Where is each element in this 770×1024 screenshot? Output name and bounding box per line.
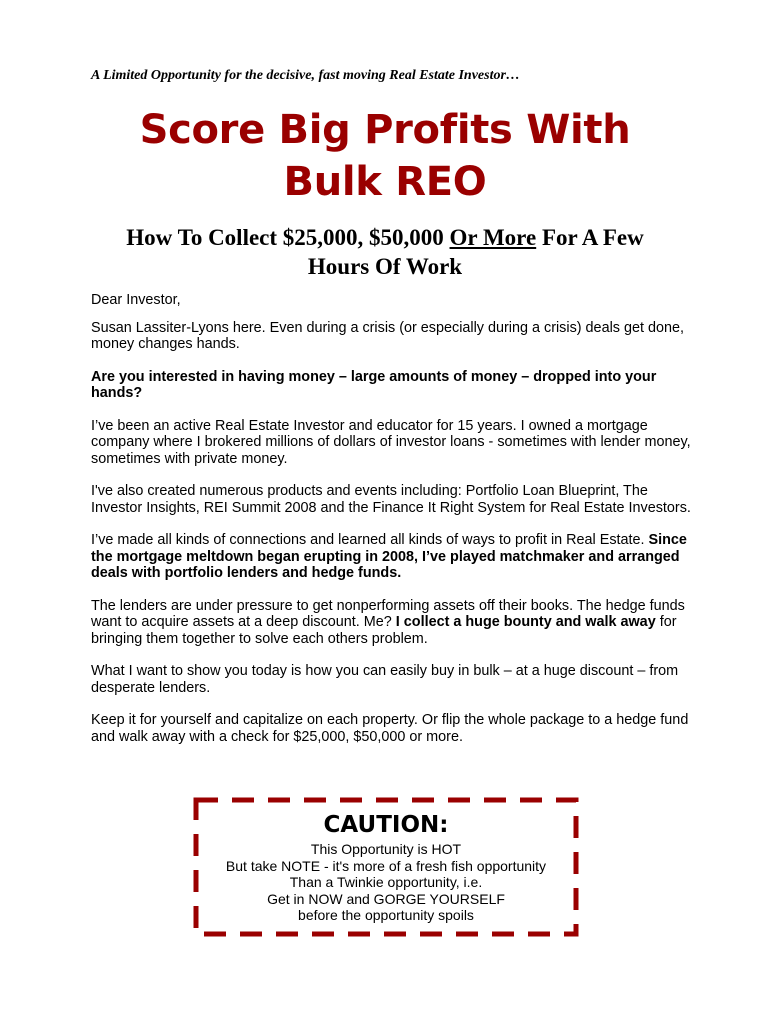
subheadline-line-1 xyxy=(70,223,700,252)
paragraph-question xyxy=(91,369,691,402)
caution-line: But take NOTE - it's more of a fresh fish opportunity xyxy=(225,857,547,874)
caution-message xyxy=(193,841,579,924)
subheadline-line-2: Hours Of Work xyxy=(307,254,463,279)
caution-line: Than a Twinkie opportunity, i.e. xyxy=(289,874,483,890)
paragraph-lenders-end: for bringing them together to solve each others problem. xyxy=(91,614,677,647)
headline-line-1: Score Big Profits With xyxy=(139,107,631,153)
caution-line: Get in NOW and GORGE YOURSELF xyxy=(267,890,505,907)
headline-line-2: Bulk REO xyxy=(283,159,487,205)
subheadline-part-2: For A Few xyxy=(536,225,644,250)
paragraph-products: I've also created numerous products and events including: Portfolio Loan Blueprint, The Investor Insights, REI Summit 2008 and the Finance It Right System for Real Estate Investors. xyxy=(91,483,691,516)
caution-box xyxy=(193,797,579,937)
caution-title: CAUTION: xyxy=(323,812,449,838)
paragraph-flip: Keep it for yourself and capitalize on each property. Or flip the whole package to a hedge fund and walk away with a check for $25,000, $50,000 or more. xyxy=(91,712,689,745)
paragraph-connections-bold: Since the mortgage meltdown began erupting in 2008, I’ve played matchmaker and arranged deals with portfolio lenders and hedge funds. xyxy=(91,532,687,581)
paragraph-question-bold: Are you interested in having money – large amounts of money – dropped into your hands? xyxy=(91,368,657,401)
paragraph-lenders xyxy=(91,598,691,648)
tagline: A Limited Opportunity for the decisive, fast moving Real Estate Investor… xyxy=(91,68,520,83)
headline xyxy=(60,104,710,208)
paragraph-experience: I’ve been an active Real Estate Investor and educator for 15 years. I owned a mortgage company where I brokered millions of dollars of investor loans - sometimes with lender money, sometimes with private money. xyxy=(91,417,691,467)
caution-line: This Opportunity is HOT xyxy=(310,841,462,857)
subheadline-underlined: Or More xyxy=(449,225,537,250)
paragraph-intro: Susan Lassiter-Lyons here. Even during a crisis (or especially during a crisis) deals get done, money changes hands. xyxy=(91,319,684,352)
paragraph-connections-plain: I’ve made all kinds of connections and learned all kinds of ways to profit in Real Estate. xyxy=(91,532,645,548)
subheadline xyxy=(70,223,700,281)
paragraph-connections xyxy=(91,532,691,582)
subheadline-part-1: How To Collect $25,000, $50,000 xyxy=(126,225,450,250)
paragraph-bulk: What I want to show you today is how you can easily buy in bulk – at a huge discount – from desperate lenders. xyxy=(91,663,679,696)
paragraph-lenders-plain: The lenders are under pressure to get nonperforming assets off their books. The hedge funds want to acquire assets at a deep discount. Me? xyxy=(91,597,685,630)
caution-line: before the opportunity spoils xyxy=(298,907,474,923)
paragraph-lenders-bold: I collect a huge bounty and walk away xyxy=(395,614,656,630)
letter-body xyxy=(91,292,691,761)
salutation: Dear Investor, xyxy=(91,292,181,308)
